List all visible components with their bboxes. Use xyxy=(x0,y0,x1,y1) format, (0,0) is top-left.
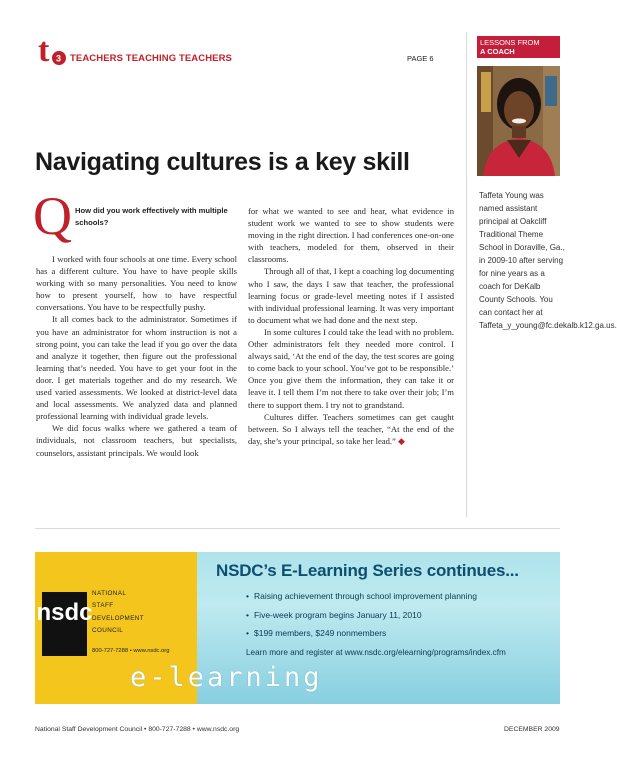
ad-org-line: DEVELOPMENT xyxy=(92,614,144,622)
ad-title: NSDC’s E-Learning Series continues... xyxy=(216,561,519,580)
ad-bullet: • $199 members, $249 nonmembers xyxy=(246,628,477,647)
article-paragraph: In some cultures I could take the lead with no problem. Other administrators felt they needed more control. I always said, ‘At the end of the day, the test scores are going to come back to your school. You’ve got to be responsible.’ Once you give them the information, they can take it or leave it. I tell them I’m not there to take over their job; I’m there to support them. I try not to grandstand. xyxy=(248,326,454,410)
portrait-photo xyxy=(477,66,560,176)
elearning-wordmark: e-learning xyxy=(130,662,323,693)
elearning-advertisement[interactable] xyxy=(35,552,560,704)
logo-letter: t xyxy=(38,32,50,69)
sidebar-label xyxy=(477,36,560,58)
section-separator xyxy=(35,528,560,529)
article-paragraph: It all comes back to the administrator. Sometimes if you have an administrator for whom instruction is not a strong point, you can take the lead if you go over the data and analyze it together, then figure out the professional learning that’s needed. You have to get your foot in the door. I get materials together and do my research. We used varied assessments. We looked at district-level data and local assessments. We analyzed data and planned professional learning with individual grade levels. xyxy=(36,314,237,422)
article-paragraph: for what we wanted to see and hear, what evidence in student work we wanted to see to show students were moving in the right direction. I had conferences one-on-one with teachers, modeled for them, observed in their classrooms. xyxy=(248,206,454,265)
end-mark-icon: ◆ xyxy=(398,435,405,446)
ad-org-line: STAFF xyxy=(92,602,114,610)
ad-org-line: COUNCIL xyxy=(92,626,124,634)
nsdc-logo xyxy=(36,592,93,656)
nsdc-logo-text: nsdc xyxy=(36,599,93,626)
ad-register-link[interactable]: Learn more and register at www.nsdc.org/elearning/programs/index.cfm xyxy=(246,648,506,657)
sidebar-label-line1: LESSONS FROM xyxy=(480,38,540,47)
article-paragraph: I worked with four schools at one time. Every school has a different culture. You have to have people skills working with so many personalities. You need to know how to present yourself, how to have respectful conversations. You have to be respectfully pushy. xyxy=(36,254,237,313)
interview-question: How did you work effectively with multiple schools? xyxy=(75,206,228,227)
article-column-1 xyxy=(36,253,237,459)
ad-org-line: NATIONAL xyxy=(92,590,127,597)
ad-bullet: • Raising achievement through school improvement planning xyxy=(246,591,477,610)
ad-org-name xyxy=(92,588,144,637)
article-paragraph-text: Cultures differ. Teachers sometimes can get caught between. So I always tell the teacher, “At the end of the day, she’s your principal, so take her lead.” xyxy=(248,411,454,446)
logo-number: 3 xyxy=(56,53,62,64)
question-drop-letter: Q xyxy=(33,186,72,246)
column-divider xyxy=(466,32,467,517)
series-title: TEACHERS TEACHING TEACHERS xyxy=(70,53,232,64)
section-logo xyxy=(34,34,68,68)
ad-contact: 800-727-7288 • www.nsdc.org xyxy=(92,648,170,654)
ad-bullet-list xyxy=(246,591,477,647)
article-paragraph-last xyxy=(248,411,454,447)
article-column-2 xyxy=(248,205,454,447)
ad-bullet: • Five-week program begins January 11, 2010 xyxy=(246,610,477,629)
article-paragraph: Through all of that, I kept a coaching log documenting who I saw, the days I saw that teacher, the professional learning focus or grade-level meeting notes if I assisted with individual professional learning. It was very important to document what we had done and the next step. xyxy=(248,266,454,325)
footer-date: DECEMBER 2009 xyxy=(504,726,560,733)
footer-org-info: National Staff Development Council • 800-727-7288 • www.nsdc.org xyxy=(35,726,240,733)
article-headline: Navigating cultures is a key skill xyxy=(35,148,410,176)
page-number: PAGE 6 xyxy=(407,54,434,63)
sidebar-label-line2: A COACH xyxy=(480,47,515,56)
article-paragraph: We did focus walks where we gathered a team of individuals, not classroom teachers, but specialists, counselors, assistant principals. We would look xyxy=(36,423,237,458)
author-bio: Taffeta Young was named assistant principal at Oakcliff Traditional Theme School in Doraville, Ga., in 2009-10 after serving for nine years as a coach for DeKalb County Schools. You can contact her at Taffeta_y_young@fc.dekalb.k12.ga.us. xyxy=(479,191,617,330)
